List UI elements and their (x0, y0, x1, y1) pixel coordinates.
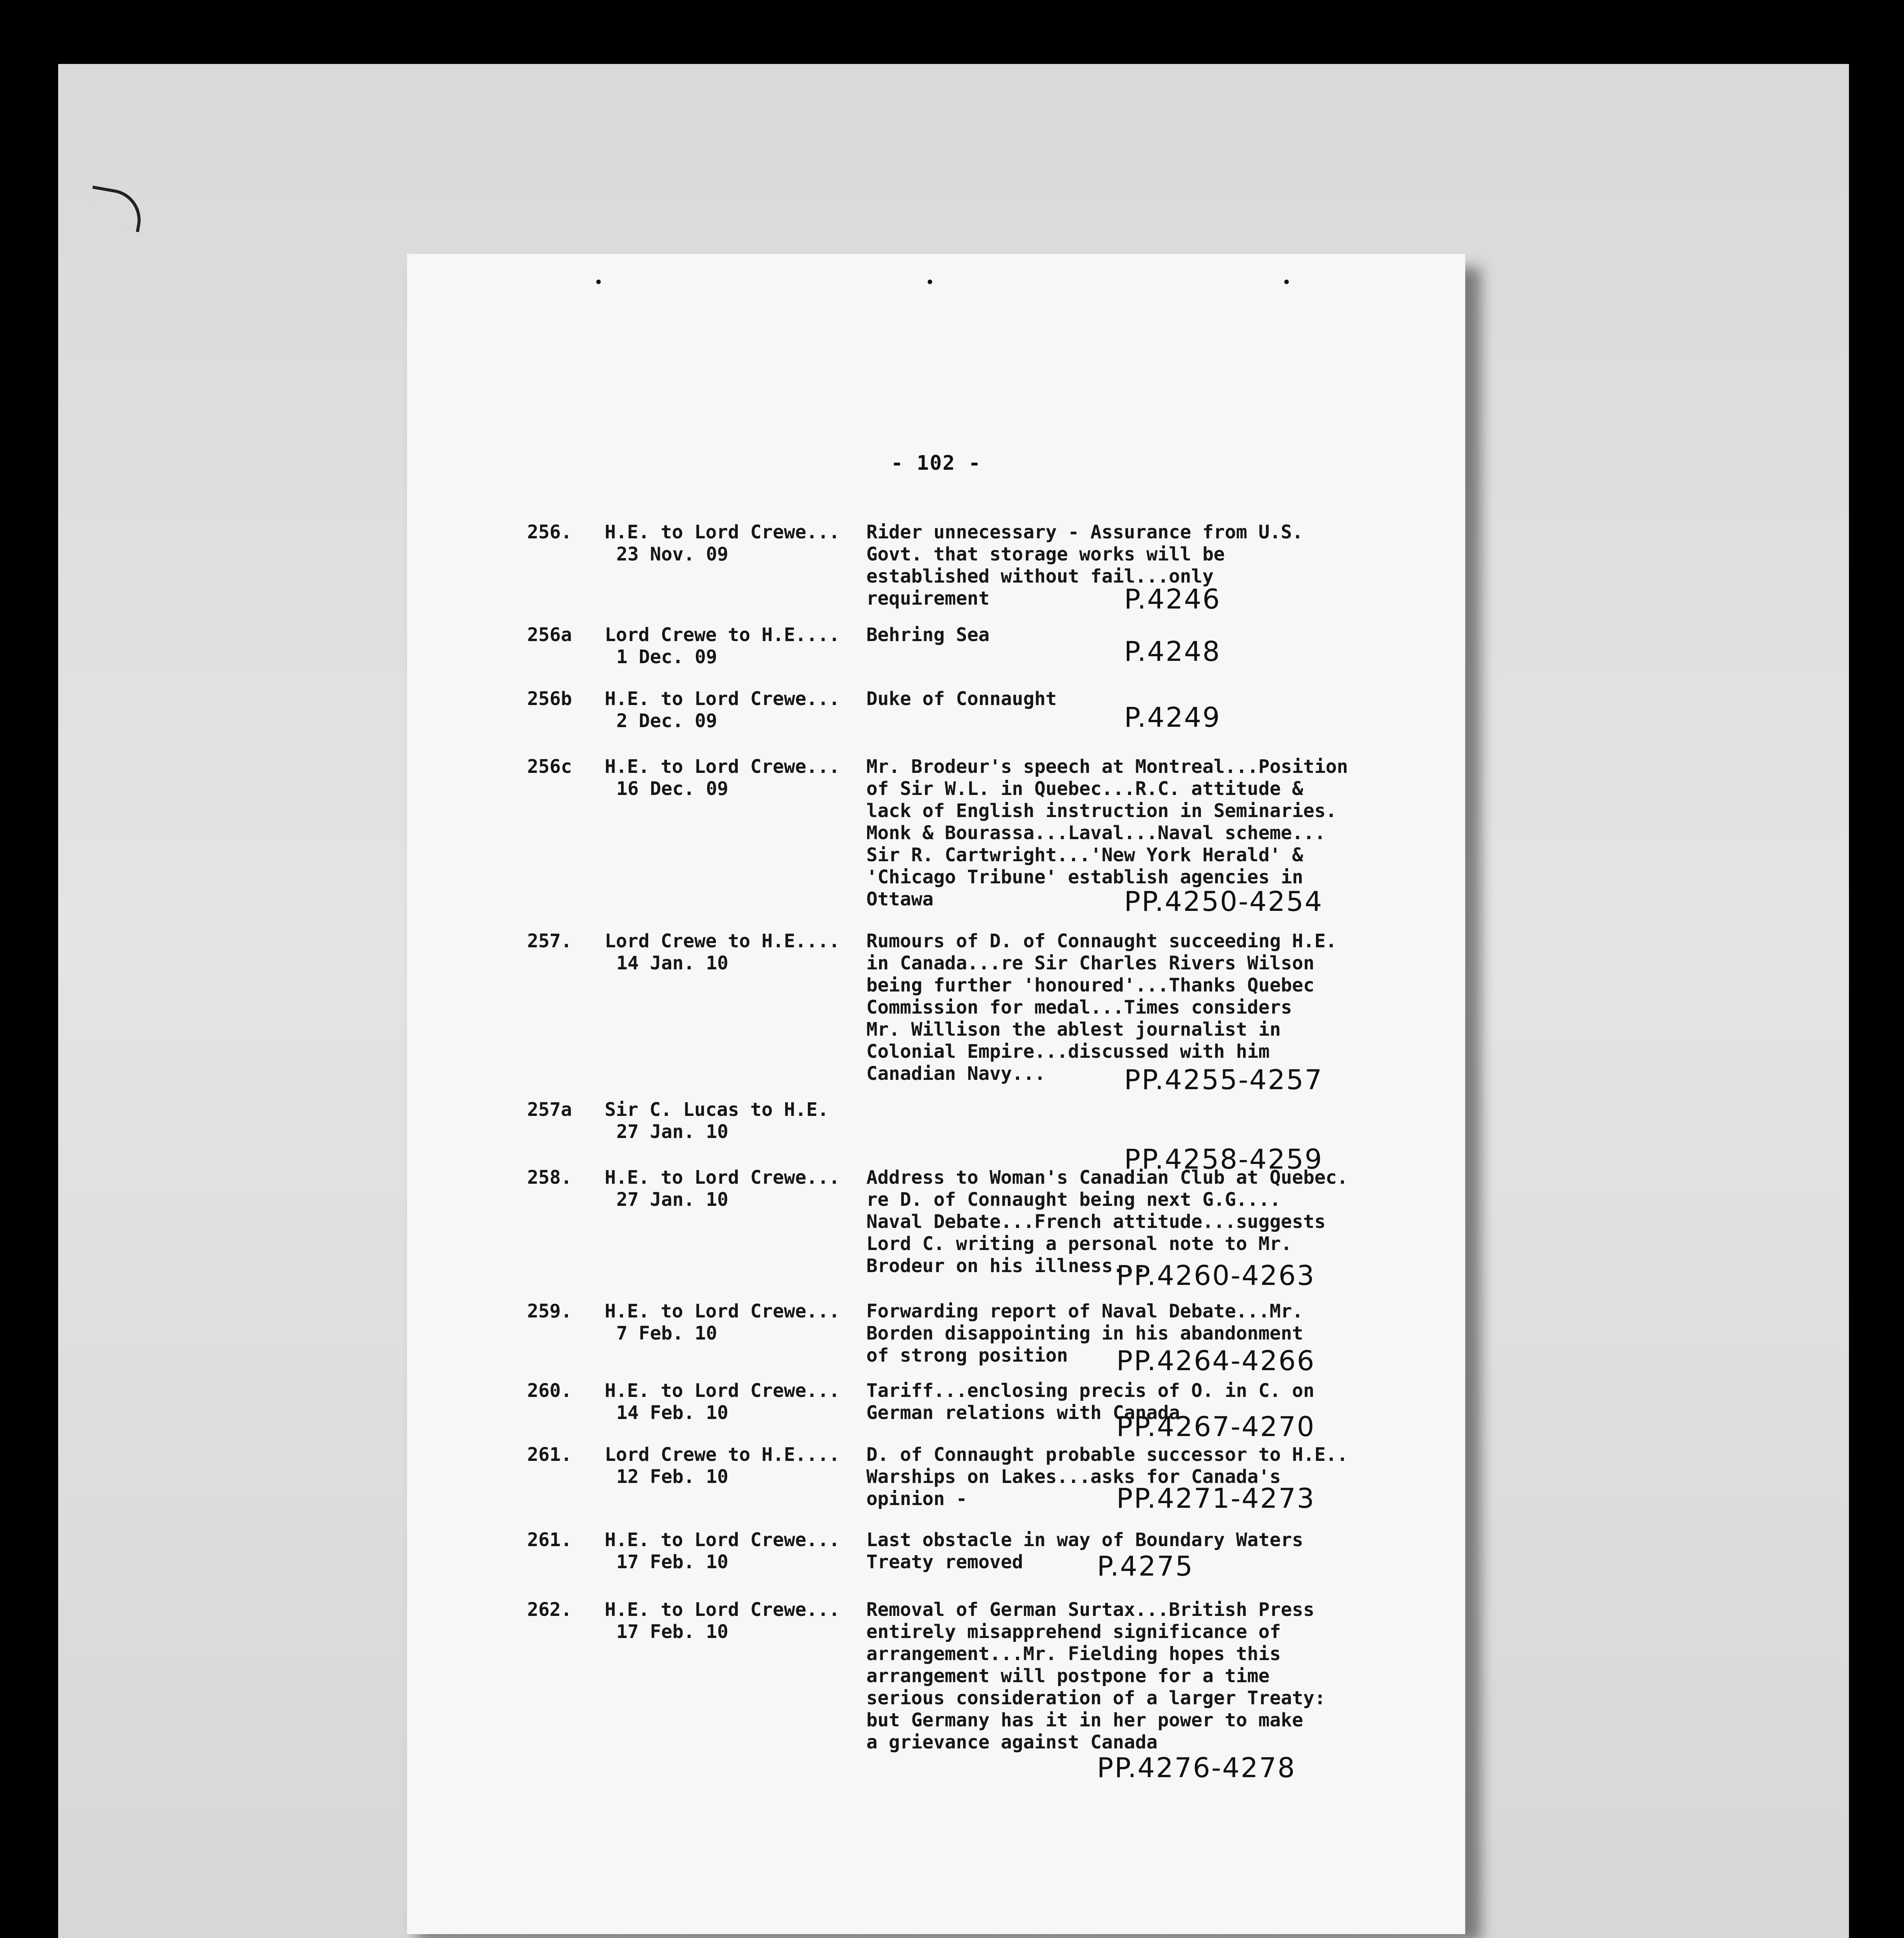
entry-date: 27 Jan. 10 (616, 1121, 728, 1143)
entry-number: 261. (527, 1529, 572, 1551)
page-reference: PP.4264-4266 (1116, 1345, 1316, 1377)
description-line: Last obstacle in way of Boundary Waters (866, 1529, 1304, 1551)
description-line: Tariff...enclosing precis of O. in C. on (866, 1380, 1314, 1402)
entry-date: 16 Dec. 09 (616, 778, 728, 800)
page-reference: P.4249 (1124, 702, 1221, 733)
description-line: German relations with Canada (866, 1402, 1180, 1424)
description-line: Monk & Bourassa...Laval...Naval scheme... (866, 822, 1326, 844)
description-line: a grievance against Canada (866, 1731, 1158, 1753)
description-line: but Germany has it in her power to make (866, 1709, 1304, 1731)
entry-description (866, 688, 1057, 710)
description-line: Mr. Brodeur's speech at Montreal...Position (866, 756, 1348, 778)
entry-correspondents: Lord Crewe to H.E.... (605, 1444, 840, 1466)
entry-date: 2 Dec. 09 (616, 710, 717, 732)
description-line: Colonial Empire...discussed with him (866, 1041, 1270, 1062)
description-line: established without fail...only (866, 566, 1214, 587)
entry-number: 261. (527, 1444, 572, 1466)
description-line: opinion - (866, 1488, 968, 1510)
description-line: serious consideration of a larger Treaty: (866, 1687, 1326, 1709)
description-line: entirely misapprehend significance of (866, 1621, 1281, 1643)
entry-correspondents: H.E. to Lord Crewe... (605, 1167, 840, 1188)
entry-date: 27 Jan. 10 (616, 1189, 728, 1210)
entry-number: 262. (527, 1599, 572, 1621)
entry-date: 1 Dec. 09 (616, 646, 717, 668)
page-reference: PP.4250-4254 (1124, 886, 1323, 917)
description-line: Removal of German Surtax...British Press (866, 1599, 1314, 1621)
entry-number: 256a (527, 624, 572, 646)
entry-correspondents: H.E. to Lord Crewe... (605, 688, 840, 710)
page-reference: PP.4255-4257 (1124, 1064, 1323, 1096)
description-line: Treaty removed (866, 1551, 1023, 1573)
description-line: re D. of Connaught being next G.G.... (866, 1189, 1281, 1210)
entry-date: 14 Jan. 10 (616, 952, 728, 974)
entry-correspondents: Lord Crewe to H.E.... (605, 624, 840, 646)
description-line: D. of Connaught probable successor to H.E.. (866, 1444, 1348, 1466)
description-line: arrangement...Mr. Fielding hopes this (866, 1643, 1281, 1665)
entry-number: 257a (527, 1099, 572, 1121)
description-line: Lord C. writing a personal note to Mr. (866, 1233, 1292, 1255)
description-line: of Sir W.L. in Quebec...R.C. attitude & (866, 778, 1304, 800)
entry-number: 256. (527, 521, 572, 543)
description-line: Naval Debate...French attitude...suggests (866, 1211, 1326, 1233)
page-reference: PP.4258-4259 (1124, 1143, 1323, 1175)
entry-correspondents: H.E. to Lord Crewe... (605, 1599, 840, 1621)
page-reference: PP.4271-4273 (1116, 1483, 1316, 1514)
page-reference: PP.4267-4270 (1116, 1411, 1316, 1443)
entry-correspondents: H.E. to Lord Crewe... (605, 1380, 840, 1402)
entry-date: 14 Feb. 10 (616, 1402, 728, 1424)
description-line: Commission for medal...Times considers (866, 997, 1292, 1018)
description-line: Brodeur on his illness... (866, 1255, 1147, 1277)
entry-number: 256b (527, 688, 572, 710)
entry-number: 256c (527, 756, 572, 778)
description-line: lack of English instruction in Seminaries. (866, 800, 1337, 822)
description-line: Forwarding report of Naval Debate...Mr. (866, 1300, 1304, 1322)
description-line: requirement (866, 588, 990, 609)
entry-date: 12 Feb. 10 (616, 1466, 728, 1488)
description-line: Behring Sea (866, 624, 990, 646)
page-number: - 102 - (891, 452, 981, 475)
description-line: Address to Woman's Canadian Club at Quebec. (866, 1167, 1348, 1188)
entry-description (866, 1599, 1326, 1754)
pinhole-icon: • (925, 274, 935, 291)
entry-number: 260. (527, 1380, 572, 1402)
entry-description (866, 930, 1337, 1085)
description-line: Rumours of D. of Connaught succeeding H.E. (866, 930, 1337, 952)
description-line: Borden disappointing in his abandonment (866, 1322, 1304, 1344)
entry-correspondents: Lord Crewe to H.E.... (605, 930, 840, 952)
entry-number: 259. (527, 1300, 572, 1322)
entry-correspondents: Sir C. Lucas to H.E. (605, 1099, 829, 1121)
description-line: Duke of Connaught (866, 688, 1057, 710)
description-line: Mr. Willison the ablest journalist in (866, 1019, 1281, 1040)
description-line: in Canada...re Sir Charles Rivers Wilson (866, 952, 1314, 974)
description-line: Govt. that storage works will be (866, 543, 1225, 565)
page-reference: PP.4260-4263 (1116, 1260, 1316, 1291)
entry-date: 7 Feb. 10 (616, 1322, 717, 1344)
description-line: 'Chicago Tribune' establish agencies in (866, 866, 1304, 888)
pinhole-icon: • (593, 274, 604, 291)
description-line: Warships on Lakes...asks for Canada's (866, 1466, 1281, 1488)
description-line: Rider unnecessary - Assurance from U.S. (866, 521, 1304, 543)
entry-correspondents: H.E. to Lord Crewe... (605, 521, 840, 543)
pinhole-icon: • (1281, 274, 1292, 291)
entry-correspondents: H.E. to Lord Crewe... (605, 1300, 840, 1322)
description-line: being further 'honoured'...Thanks Quebec (866, 974, 1314, 996)
entry-date: 17 Feb. 10 (616, 1621, 728, 1643)
entry-correspondents: H.E. to Lord Crewe... (605, 1529, 840, 1551)
description-line: of strong position (866, 1345, 1068, 1366)
description-line: arrangement will postpone for a time (866, 1665, 1270, 1687)
description-line: Sir R. Cartwright...'New York Herald' & (866, 844, 1304, 866)
description-line: Ottawa (866, 888, 934, 910)
page-reference: P.4246 (1124, 583, 1221, 615)
entry-description (866, 624, 990, 646)
entry-number: 258. (527, 1167, 572, 1188)
entry-date: 23 Nov. 09 (616, 543, 728, 565)
entry-number: 257. (527, 930, 572, 952)
page-reference: P.4248 (1124, 636, 1221, 667)
entry-date: 17 Feb. 10 (616, 1551, 728, 1573)
entry-correspondents: H.E. to Lord Crewe... (605, 756, 840, 778)
document-page (407, 254, 1465, 1934)
entry-description (866, 1529, 1303, 1573)
description-line: Canadian Navy... (866, 1063, 1046, 1085)
entry-description (866, 521, 1303, 610)
page-reference: P.4275 (1097, 1550, 1194, 1582)
page-reference: PP.4276-4278 (1097, 1752, 1296, 1784)
